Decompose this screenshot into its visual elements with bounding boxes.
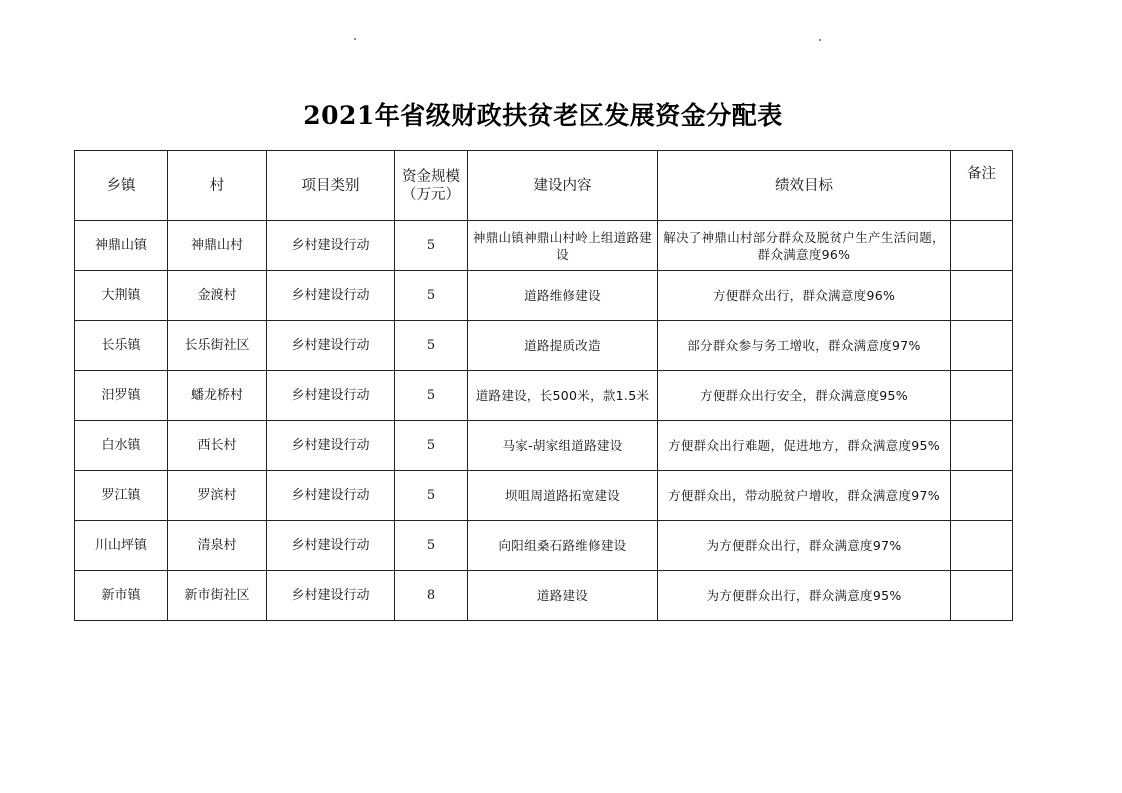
table-row xyxy=(75,371,1013,421)
table-row xyxy=(75,321,1013,371)
cell-township: 罗江镇 xyxy=(75,471,168,521)
cell-performance-target: 方便群众出行安全，群众满意度95% xyxy=(658,371,951,421)
table-row xyxy=(75,521,1013,571)
cell-remarks xyxy=(951,571,1013,621)
cell-remarks xyxy=(951,221,1013,271)
cell-village: 蟠龙桥村 xyxy=(168,371,267,421)
header-performance-target: 绩效目标 xyxy=(658,151,951,221)
cell-village: 罗滨村 xyxy=(168,471,267,521)
cell-township: 新市镇 xyxy=(75,571,168,621)
cell-performance-target: 为方便群众出行，群众满意度95% xyxy=(658,571,951,621)
cell-village: 长乐街社区 xyxy=(168,321,267,371)
cell-project-category: 乡村建设行动 xyxy=(267,221,395,271)
table-row xyxy=(75,571,1013,621)
cell-fund-scale: 5 xyxy=(395,271,468,321)
cell-project-category: 乡村建设行动 xyxy=(267,271,395,321)
cell-performance-target: 解决了神鼎山村部分群众及脱贫户生产生活问题，群众满意度96% xyxy=(658,221,951,271)
cell-project-category: 乡村建设行动 xyxy=(267,321,395,371)
cell-project-category: 乡村建设行动 xyxy=(267,571,395,621)
cell-fund-scale: 5 xyxy=(395,421,468,471)
cell-project-category: 乡村建设行动 xyxy=(267,521,395,571)
header-project-category: 项目类别 xyxy=(267,151,395,221)
cell-fund-scale: 5 xyxy=(395,521,468,571)
cell-construction-content: 神鼎山镇神鼎山村岭上组道路建设 xyxy=(468,221,658,271)
cell-village: 新市街社区 xyxy=(168,571,267,621)
cell-fund-scale: 5 xyxy=(395,321,468,371)
cell-village: 金渡村 xyxy=(168,271,267,321)
cell-construction-content: 坝咀周道路拓宽建设 xyxy=(468,471,658,521)
cell-fund-scale: 5 xyxy=(395,471,468,521)
cell-township: 白水镇 xyxy=(75,421,168,471)
cell-performance-target: 方便群众出行难题，促进地方，群众满意度95% xyxy=(658,421,951,471)
cell-construction-content: 道路维修建设 xyxy=(468,271,658,321)
cell-township: 汨罗镇 xyxy=(75,371,168,421)
cell-township: 大荆镇 xyxy=(75,271,168,321)
table-row xyxy=(75,471,1013,521)
cell-project-category: 乡村建设行动 xyxy=(267,471,395,521)
cell-performance-target: 方便群众出行，群众满意度96% xyxy=(658,271,951,321)
cell-remarks xyxy=(951,371,1013,421)
cell-construction-content: 道路建设，长500米，款1.5米 xyxy=(468,371,658,421)
cell-remarks xyxy=(951,271,1013,321)
table-row xyxy=(75,421,1013,471)
cell-township: 长乐镇 xyxy=(75,321,168,371)
header-village: 村 xyxy=(168,151,267,221)
header-remarks: 备注 xyxy=(951,151,1013,221)
cell-construction-content: 向阳组桑石路维修建设 xyxy=(468,521,658,571)
table-row xyxy=(75,271,1013,321)
scan-speck xyxy=(354,38,356,40)
cell-village: 西长村 xyxy=(168,421,267,471)
cell-performance-target: 部分群众参与务工增收，群众满意度97% xyxy=(658,321,951,371)
cell-project-category: 乡村建设行动 xyxy=(267,421,395,471)
header-township: 乡镇 xyxy=(75,151,168,221)
cell-township: 川山坪镇 xyxy=(75,521,168,571)
cell-project-category: 乡村建设行动 xyxy=(267,371,395,421)
cell-construction-content: 马家-胡家组道路建设 xyxy=(468,421,658,471)
cell-fund-scale: 5 xyxy=(395,221,468,271)
cell-construction-content: 道路提质改造 xyxy=(468,321,658,371)
cell-village: 清泉村 xyxy=(168,521,267,571)
cell-remarks xyxy=(951,421,1013,471)
cell-remarks xyxy=(951,471,1013,521)
cell-township: 神鼎山镇 xyxy=(75,221,168,271)
cell-construction-content: 道路建设 xyxy=(468,571,658,621)
cell-village: 神鼎山村 xyxy=(168,221,267,271)
document-title: 2021年省级财政扶贫老区发展资金分配表 xyxy=(303,101,783,130)
header-construction-content: 建设内容 xyxy=(468,151,658,221)
header-row xyxy=(75,151,1013,221)
cell-fund-scale: 8 xyxy=(395,571,468,621)
allocation-table xyxy=(74,150,1013,621)
cell-remarks xyxy=(951,321,1013,371)
cell-fund-scale: 5 xyxy=(395,371,468,421)
cell-remarks xyxy=(951,521,1013,571)
cell-performance-target: 方便群众出，带动脱贫户增收，群众满意度97% xyxy=(658,471,951,521)
scan-speck xyxy=(819,39,821,41)
table-row xyxy=(75,221,1013,271)
header-fund-scale: 资金规模（万元） xyxy=(395,151,468,221)
cell-performance-target: 为方便群众出行，群众满意度97% xyxy=(658,521,951,571)
